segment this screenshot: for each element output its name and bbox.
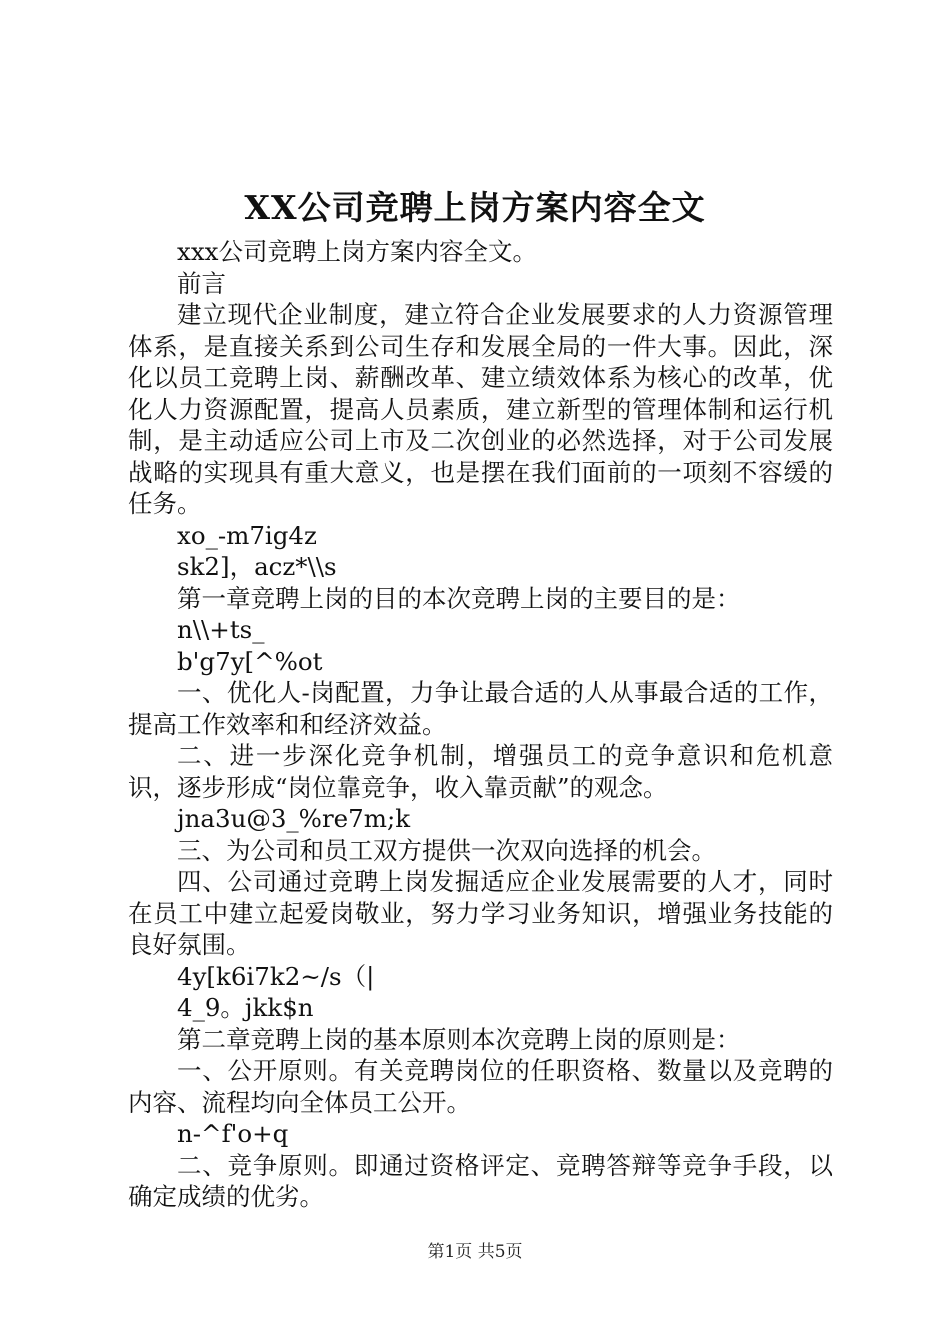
paragraph-chapter-two: 第二章竞聘上岗的基本原则本次竞聘上岗的原则是： xyxy=(177,1024,741,1054)
paragraph-noise: xo_-m7ig4z xyxy=(177,520,317,550)
paragraph-goal-one: 一、优化人-岗配置，力争让最合适的人从事最合适的工作，提高工作效率和和经济效益。 xyxy=(128,678,833,739)
paragraph-noise: sk2]，acz*\\s xyxy=(177,552,337,581)
paragraph-principle-one: 一、公开原则。有关竞聘岗位的任职资格、数量以及竞聘的内容、流程均向全体员工公开。 xyxy=(128,1056,833,1117)
paragraph-goal-three: 三、为公司和员工双方提供一次双向选择的机会。 xyxy=(177,835,716,865)
paragraph-intro: xxx公司竞聘上岗方案内容全文。 xyxy=(177,237,537,266)
page-footer: 第1页 共5页 xyxy=(427,1242,523,1262)
paragraph-noise: n-^f'o+q xyxy=(177,1119,289,1148)
paragraph-noise: 4y[k6i7k2~/s（| xyxy=(177,961,375,991)
paragraph-preface: 建立现代企业制度，建立符合企业发展要求的人力资源管理体系，是直接关系到公司生存和发展全局的一件大事。因此，深化以员工竞聘上岗、薪酬改革、建立绩效体系为核心的改革，优化人力资源配置，提高人员素质，建立新型的管理体制和运行机制，是主动适应公司上市及二次创业的必然选择，对于公司发展战略的实现具有重大意义，也是摆在我们面前的一项刻不容缓的任务。 xyxy=(128,300,833,518)
paragraph-noise: 4_9。jkk$n xyxy=(177,993,314,1022)
paragraph-principle-two: 二、竞争原则。即通过资格评定、竞聘答辩等竞争手段，以确定成绩的优劣。 xyxy=(128,1150,833,1211)
paragraph-goal-four: 四、公司通过竞聘上岗发掘适应企业发展需要的人才，同时在员工中建立起爱岗敬业，努力学习业务知识，增强业务技能的良好氛围。 xyxy=(128,867,833,959)
paragraph-preface-heading: 前言 xyxy=(177,268,226,298)
paragraph-chapter-one: 第一章竞聘上岗的目的本次竞聘上岗的主要目的是： xyxy=(177,583,741,613)
document-body xyxy=(128,236,833,1213)
document-title: XX公司竞聘上岗方案内容全文 xyxy=(244,188,706,227)
paragraph-noise: n\\+ts_ xyxy=(177,615,265,644)
paragraph-noise: jna3u@3_%re7m;k xyxy=(177,804,411,833)
paragraph-noise: b'g7y[^%ot xyxy=(177,646,323,676)
paragraph-goal-two: 二、进一步深化竞争机制，增强员工的竞争意识和危机意识，逐步形成“岗位靠竞争，收入靠贡献”的观念。 xyxy=(128,741,833,802)
